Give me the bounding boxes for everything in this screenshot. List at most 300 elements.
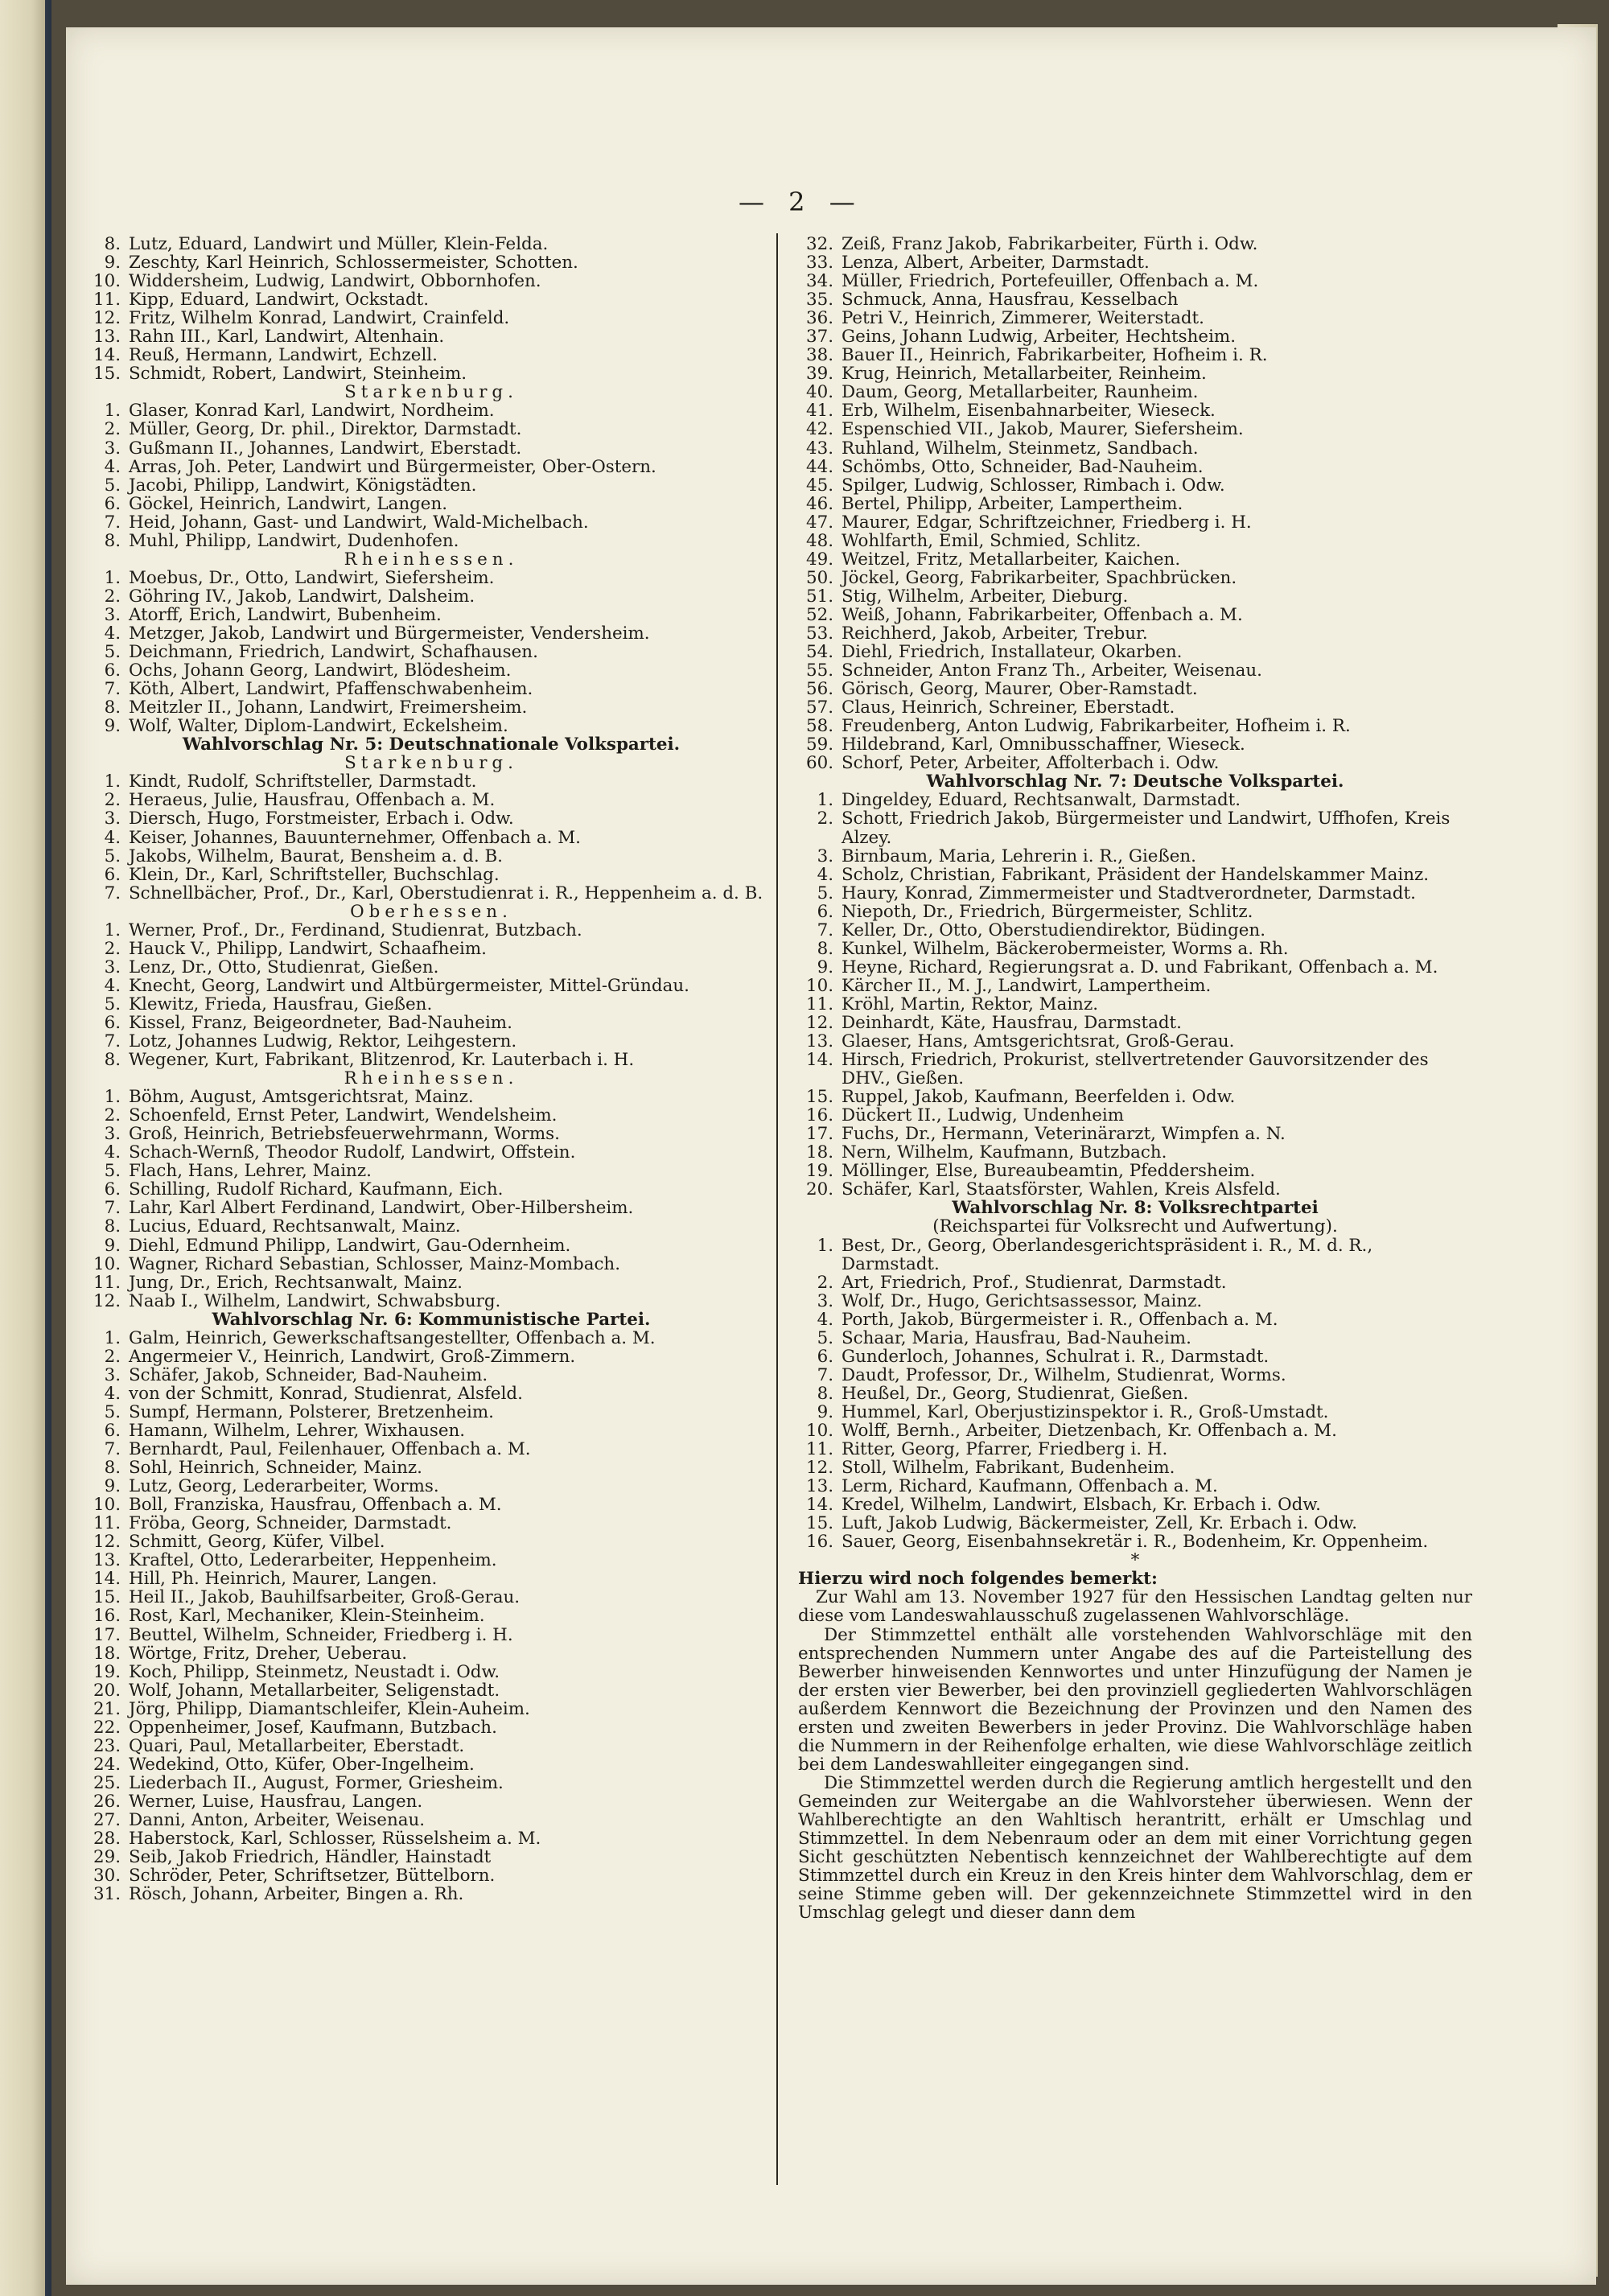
candidate-number: 16. — [805, 1106, 833, 1125]
candidate-text: Fritz, Wilhelm Konrad, Landwirt, Crainfeld. — [129, 309, 510, 328]
candidate-entry — [85, 1273, 777, 1292]
candidate-text: Heyne, Richard, Regierungsrat a. D. und Fabrikant, Offenbach a. M. — [842, 957, 1438, 977]
candidate-text: Stig, Wilhelm, Arbeiter, Dieburg. — [842, 586, 1129, 606]
candidate-number: 1. — [104, 401, 121, 421]
candidate-entry — [798, 606, 1472, 624]
candidate-number: 8. — [104, 1217, 121, 1236]
candidate-number: 36. — [805, 309, 833, 328]
province-heading: Rheinhessen. — [344, 549, 519, 569]
candidate-text: Petri V., Heinrich, Zimmerer, Weiterstadt. — [842, 309, 1204, 328]
candidate-number: 14. — [93, 1570, 121, 1589]
candidate-text: Rösch, Johann, Arbeiter, Bingen a. Rh. — [129, 1885, 464, 1904]
candidate-number: 25. — [93, 1773, 121, 1792]
candidate-entry — [85, 495, 777, 513]
candidate-text: Schmidt, Robert, Landwirt, Steinheim. — [129, 364, 467, 384]
candidate-entry — [798, 1477, 1472, 1496]
candidate-text: Kärcher II., M. J., Landwirt, Lampertheim. — [842, 976, 1212, 995]
candidate-entry — [85, 420, 777, 438]
candidate-entry — [85, 253, 777, 272]
candidate-entry — [85, 1162, 777, 1180]
candidate-number: 51. — [805, 586, 833, 606]
candidate-entry — [798, 1366, 1472, 1385]
candidate-text: Wolf, Dr., Hugo, Gerichtsassessor, Mainz. — [842, 1291, 1203, 1311]
candidate-entry — [85, 532, 777, 550]
candidate-number: 20. — [93, 1681, 121, 1700]
candidate-number: 28. — [93, 1829, 121, 1849]
candidate-number: 19. — [93, 1662, 121, 1681]
candidate-number: 2. — [104, 420, 121, 439]
candidate-entry — [85, 1125, 777, 1143]
candidate-entry — [798, 1514, 1472, 1533]
candidate-entry — [798, 1051, 1472, 1088]
candidate-text: Sohl, Heinrich, Schneider, Mainz. — [129, 1459, 422, 1478]
candidate-text: Glaser, Konrad Karl, Landwirt, Nordheim. — [129, 401, 495, 421]
candidate-text: Hill, Ph. Heinrich, Maurer, Langen. — [129, 1570, 438, 1589]
candidate-entry — [85, 272, 777, 290]
candidate-text: von der Schmitt, Konrad, Studienrat, Alsfeld. — [129, 1384, 523, 1403]
candidate-number: 2. — [104, 586, 121, 606]
candidate-number: 3. — [104, 1125, 121, 1144]
candidate-number: 10. — [805, 1422, 833, 1441]
candidate-text: Möllinger, Else, Bureaubeamtin, Pfeddersheim. — [842, 1162, 1256, 1181]
candidate-text: Schmuck, Anna, Hausfrau, Kesselbach — [842, 290, 1179, 310]
candidate-text: Jung, Dr., Erich, Rechtsanwalt, Mainz. — [129, 1273, 463, 1292]
candidate-entry — [85, 1718, 777, 1737]
candidate-entry — [798, 439, 1472, 458]
candidate-number: 10. — [93, 272, 121, 291]
candidate-number: 6. — [104, 1013, 121, 1033]
candidate-text: Knecht, Georg, Landwirt und Altbürgermeister, Mittel-Gründau. — [129, 976, 689, 995]
candidate-text: Kissel, Franz, Beigeordneter, Bad-Nauheim. — [129, 1013, 512, 1033]
notes-paragraph: Die Stimmzettel werden durch die Regierung amtlich hergestellt und den Gemeinden zur Weitergabe an die Wahlvorsteher überwiesen. Wenn der Wahlberechtigte an den Wahltisch herantritt, erhält er Umschlag und Stimmzettel. In dem Nebenraum oder an dem mit einer Vorrichtung gegen Sicht geschützten Nebentisch kennzeichnet der Wahlberechtigte auf dem Stimmzettel durch ein Kreuz in den Kreis hinter dem Wahlvorschlag, dem er seine Stimme geben will. Der gekennzeichnete Stimmzettel wird in den Umschlag gelegt und dieser dann dem — [798, 1772, 1472, 1924]
candidate-entry — [85, 1422, 777, 1440]
candidate-text: Heid, Johann, Gast- und Landwirt, Wald-Michelbach. — [129, 512, 589, 532]
candidate-text: Arras, Joh. Peter, Landwirt und Bürgermeister, Ober-Ostern. — [129, 457, 656, 476]
candidate-number: 11. — [93, 1514, 121, 1533]
page-number: — 2 — — [739, 187, 863, 217]
candidate-text: Müller, Georg, Dr. phil., Direktor, Darmstadt. — [129, 420, 522, 439]
candidate-number: 7. — [817, 920, 833, 940]
candidate-entry — [85, 1385, 777, 1403]
candidate-entry — [85, 458, 777, 476]
candidate-entry — [85, 698, 777, 717]
candidate-entry — [798, 309, 1472, 327]
candidate-number: 8. — [817, 1384, 833, 1403]
candidate-text: Scholz, Christian, Fabrikant, Präsident der Handelskammer Mainz. — [842, 865, 1430, 884]
candidate-entry — [85, 1533, 777, 1551]
candidate-text: Görisch, Georg, Maurer, Ober-Ramstadt. — [842, 680, 1198, 699]
candidate-entry — [85, 1051, 777, 1069]
candidate-text: Lotz, Johannes Ludwig, Rektor, Leihgestern. — [129, 1032, 517, 1051]
candidate-text: Kröhl, Martin, Rektor, Mainz. — [842, 994, 1099, 1014]
province-heading: Rheinhessen. — [344, 1069, 519, 1088]
candidate-entry — [798, 235, 1472, 253]
candidate-entry — [798, 253, 1472, 272]
candidate-number: 7. — [104, 1032, 121, 1051]
candidate-entry — [85, 1866, 777, 1885]
candidate-number: 48. — [805, 531, 833, 550]
candidate-entry — [85, 1088, 777, 1106]
nomination-subtitle: (Reichspartei für Volksrecht und Aufwertung). — [932, 1217, 1338, 1236]
candidate-entry — [85, 569, 777, 587]
candidate-entry — [85, 1403, 777, 1422]
candidate-text: Lutz, Eduard, Landwirt und Müller, Klein-Felda. — [129, 235, 549, 254]
candidate-number: 13. — [805, 1032, 833, 1051]
candidate-text: Rahn III., Karl, Landwirt, Altenhain. — [129, 327, 445, 347]
candidate-number: 15. — [93, 1588, 121, 1607]
candidate-entry — [85, 940, 777, 958]
candidate-number: 47. — [805, 512, 833, 532]
candidate-number: 4. — [817, 865, 833, 884]
candidate-entry — [85, 884, 777, 903]
candidate-text: Lahr, Karl Albert Ferdinand, Landwirt, Ober-Hilbersheim. — [129, 1199, 634, 1218]
candidate-number: 8. — [104, 698, 121, 718]
candidate-text: Bauer II., Heinrich, Fabrikarbeiter, Hofheim i. R. — [842, 346, 1268, 365]
candidate-text: Ruhland, Wilhelm, Steinmetz, Sandbach. — [842, 438, 1199, 458]
nomination-heading: Wahlvorschlag Nr. 7: Deutsche Volkspartei. — [926, 772, 1344, 792]
candidate-number: 4. — [104, 828, 121, 847]
candidate-number: 2. — [104, 791, 121, 810]
candidate-entry — [798, 1496, 1472, 1514]
candidate-entry — [85, 364, 777, 383]
candidate-text: Lerm, Richard, Kaufmann, Offenbach a. M. — [842, 1477, 1218, 1496]
candidate-number: 2. — [104, 1106, 121, 1125]
candidate-number: 8. — [104, 1051, 121, 1070]
province-heading: Starkenburg. — [344, 383, 518, 402]
candidate-entry — [85, 606, 777, 624]
candidate-text: Boll, Franziska, Hausfrau, Offenbach a. M. — [129, 1496, 502, 1515]
candidate-entry — [798, 791, 1472, 809]
candidate-text: Wegener, Kurt, Fabrikant, Blitzenrod, Kr. Lauterbach i. H. — [129, 1051, 635, 1070]
candidate-entry — [85, 1570, 777, 1588]
candidate-text: Schömbs, Otto, Schneider, Bad-Nauheim. — [842, 457, 1204, 476]
candidate-number: 33. — [805, 253, 833, 273]
candidate-number: 15. — [805, 1514, 833, 1533]
candidate-text: Weitzel, Fritz, Metallarbeiter, Kaichen. — [842, 549, 1181, 569]
candidate-text: Jacobi, Philipp, Landwirt, Königstädten. — [129, 475, 477, 495]
candidate-number: 7. — [104, 680, 121, 699]
candidate-number: 37. — [805, 327, 833, 347]
candidate-text: Jakobs, Wilhelm, Baurat, Bensheim a. d. B. — [129, 846, 503, 866]
candidate-text: Birnbaum, Maria, Lehrerin i. R., Gießen. — [842, 846, 1196, 866]
candidate-text: Dückert II., Ludwig, Undenheim — [842, 1106, 1125, 1125]
candidate-text: Sumpf, Hermann, Polsterer, Bretzenheim. — [129, 1402, 494, 1422]
candidate-text: Heraeus, Julie, Hausfrau, Offenbach a. M. — [129, 791, 496, 810]
candidate-text: Wolff, Bernh., Arbeiter, Dietzenbach, Kr. Offenbach a. M. — [842, 1422, 1337, 1441]
candidate-number: 32. — [805, 235, 833, 254]
candidate-number: 8. — [817, 939, 833, 958]
candidate-number: 14. — [93, 346, 121, 365]
candidate-entry — [798, 977, 1472, 995]
candidate-text: Maurer, Edgar, Schriftzeichner, Friedberg i. H. — [842, 512, 1252, 532]
candidate-number: 10. — [93, 1254, 121, 1273]
candidate-entry — [85, 401, 777, 420]
candidate-entry — [85, 476, 777, 495]
candidate-entry — [798, 921, 1472, 940]
candidate-text: Fröba, Georg, Schneider, Darmstadt. — [129, 1514, 452, 1533]
candidate-entry — [85, 1774, 777, 1792]
candidate-text: Hildebrand, Karl, Omnibusschaffner, Wieseck. — [842, 735, 1245, 755]
candidate-number: 20. — [805, 1180, 833, 1199]
candidate-number: 3. — [817, 846, 833, 866]
candidate-number: 14. — [805, 1051, 833, 1071]
candidate-entry — [798, 1533, 1472, 1551]
candidate-number: 6. — [104, 865, 121, 884]
candidate-number: 17. — [805, 1125, 833, 1144]
candidate-number: 14. — [805, 1496, 833, 1515]
candidate-entry — [85, 235, 777, 253]
candidate-number: 4. — [104, 976, 121, 995]
candidate-number: 38. — [805, 346, 833, 365]
candidate-number: 44. — [805, 457, 833, 476]
candidate-entry — [85, 1217, 777, 1236]
candidate-entry — [798, 346, 1472, 364]
notes-paragraph: Der Stimmzettel enthält alle vorstehenden Wahlvorschläge mit den entsprechenden Nummern unter Angabe des auf die Parteistellung des Bewerber hinweisenden Kennwortes und unter Hinzufügung der Namen je der ersten vier Bewerber, bei den provinziell gegliederten Wahlvorschlägen außerdem Kennwort die Bezeichnung der Provinzen und den Namen des ersten und zweiten Bewerbers in jeder Provinz. Die Wahlvorschläge haben die Nummern in der Reihenfolge erhalten, wie diese Wahlvorschläge zeitlich bei dem Landeswahlleiter eingegangen sind. — [798, 1624, 1472, 1775]
candidate-text: Schröder, Peter, Schriftsetzer, Büttelborn. — [129, 1866, 496, 1886]
candidate-number: 31. — [93, 1885, 121, 1904]
candidate-entry — [798, 866, 1472, 884]
candidate-text: Wolf, Johann, Metallarbeiter, Seligenstadt. — [129, 1681, 500, 1700]
candidate-entry — [85, 309, 777, 327]
candidate-entry — [798, 550, 1472, 569]
candidate-text: Weiß, Johann, Fabrikarbeiter, Offenbach a. M. — [842, 605, 1243, 624]
candidate-text: Schach-Wernß, Theodor Rudolf, Landwirt, Offstein. — [129, 1143, 576, 1162]
candidate-entry — [85, 439, 777, 458]
candidate-entry — [85, 1700, 777, 1718]
candidate-number: 43. — [805, 438, 833, 458]
right-column — [798, 235, 1472, 1922]
candidate-entry — [798, 809, 1472, 846]
candidate-entry — [85, 1459, 777, 1477]
candidate-number: 6. — [817, 902, 833, 921]
candidate-entry — [798, 569, 1472, 587]
candidate-text: Claus, Heinrich, Schreiner, Eberstadt. — [842, 698, 1175, 718]
candidate-text: Sauer, Georg, Eisenbahnsekretär i. R., Bodenheim, Kr. Oppenheim. — [842, 1533, 1429, 1552]
candidate-text: Spilger, Ludwig, Schlosser, Rimbach i. Odw. — [842, 475, 1225, 495]
candidate-text: Fuchs, Dr., Hermann, Veterinärarzt, Wimpfen a. N. — [842, 1125, 1286, 1144]
candidate-entry — [85, 661, 777, 680]
candidate-entry — [85, 1366, 777, 1385]
province-heading: Oberhessen. — [350, 902, 512, 921]
candidate-entry — [85, 1607, 777, 1625]
candidate-entry — [85, 1663, 777, 1681]
candidate-entry — [798, 1403, 1472, 1422]
candidate-entry — [798, 364, 1472, 383]
candidate-text: Beuttel, Wilhelm, Schneider, Friedberg i. H. — [129, 1625, 513, 1644]
candidate-entry — [85, 290, 777, 309]
separator-asterisk: * — [1130, 1551, 1140, 1570]
candidate-number: 57. — [805, 698, 833, 718]
candidate-number: 10. — [93, 1496, 121, 1515]
candidate-number: 4. — [104, 457, 121, 476]
candidate-entry — [85, 1626, 777, 1644]
candidate-number: 11. — [93, 1273, 121, 1292]
candidate-number: 12. — [93, 1533, 121, 1552]
candidate-entry — [85, 1551, 777, 1570]
candidate-text: Rost, Karl, Mechaniker, Klein-Steinheim. — [129, 1607, 485, 1626]
candidate-text: Krug, Heinrich, Metallarbeiter, Reinheim. — [842, 364, 1207, 384]
candidate-text: Wagner, Richard Sebastian, Schlosser, Mainz-Mombach. — [129, 1254, 621, 1273]
candidate-text: Ochs, Johann Georg, Landwirt, Blödesheim. — [129, 661, 512, 681]
candidate-number: 40. — [805, 383, 833, 402]
candidate-entry — [798, 1385, 1472, 1403]
candidate-number: 5. — [104, 994, 121, 1014]
candidate-entry — [85, 1329, 777, 1348]
candidate-entry — [85, 717, 777, 735]
candidate-text: Kraftel, Otto, Lederarbeiter, Heppenheim. — [129, 1551, 497, 1570]
candidate-text: Art, Friedrich, Prof., Studienrat, Darmstadt. — [842, 1273, 1227, 1292]
candidate-text: Hauck V., Philipp, Landwirt, Schaafheim. — [129, 939, 487, 958]
candidate-text: Keller, Dr., Otto, Oberstudiendirektor, Büdingen. — [842, 920, 1266, 940]
candidate-text: Best, Dr., Georg, Oberlandesgerichtspräsident i. R., M. d. R., Darmstadt. — [842, 1236, 1373, 1273]
candidate-text: Kipp, Eduard, Landwirt, Ockstadt. — [129, 290, 430, 310]
candidate-number: 8. — [104, 1459, 121, 1478]
candidate-number: 16. — [805, 1533, 833, 1552]
candidate-entry — [85, 1885, 777, 1903]
candidate-text: Ritter, Georg, Pfarrer, Friedberg i. H. — [842, 1440, 1168, 1459]
candidate-text: Wohlfarth, Emil, Schmied, Schlitz. — [842, 531, 1142, 550]
candidate-number: 2. — [817, 809, 833, 829]
candidate-text: Lucius, Eduard, Rechtsanwalt, Mainz. — [129, 1217, 461, 1236]
candidate-number: 9. — [104, 1477, 121, 1496]
candidate-entry — [798, 458, 1472, 476]
candidate-entry — [85, 921, 777, 940]
candidate-entry — [85, 327, 777, 346]
candidate-number: 30. — [93, 1866, 121, 1886]
candidate-entry — [798, 754, 1472, 772]
candidate-number: 3. — [104, 809, 121, 829]
candidate-entry — [85, 1143, 777, 1162]
candidate-number: 7. — [104, 1440, 121, 1459]
candidate-entry — [85, 1681, 777, 1700]
candidate-number: 12. — [805, 1013, 833, 1033]
candidate-number: 8. — [104, 235, 121, 254]
candidate-text: Metzger, Jakob, Landwirt und Bürgermeister, Vendersheim. — [129, 623, 650, 644]
candidate-entry — [798, 1348, 1472, 1366]
candidate-entry — [798, 995, 1472, 1014]
candidate-number: 2. — [104, 939, 121, 958]
candidate-entry — [798, 847, 1472, 866]
candidate-entry — [85, 829, 777, 847]
candidate-text: Müller, Friedrich, Portefeuiller, Offenbach a. M. — [842, 272, 1259, 291]
candidate-entry — [798, 327, 1472, 346]
candidate-number: 1. — [104, 1328, 121, 1348]
candidate-number: 9. — [817, 957, 833, 977]
candidate-number: 15. — [805, 1088, 833, 1107]
candidate-number: 18. — [805, 1143, 833, 1162]
candidate-number: 46. — [805, 494, 833, 513]
candidate-text: Koch, Philipp, Steinmetz, Neustadt i. Odw. — [129, 1662, 500, 1681]
candidate-text: Haury, Konrad, Zimmermeister und Stadtverordneter, Darmstadt. — [842, 883, 1416, 903]
candidate-number: 1. — [104, 920, 121, 940]
candidate-number: 4. — [817, 1310, 833, 1329]
candidate-entry — [798, 661, 1472, 680]
candidate-text: Muhl, Philipp, Landwirt, Dudenhofen. — [129, 531, 459, 550]
candidate-entry — [85, 772, 777, 791]
candidate-number: 7. — [104, 1199, 121, 1218]
candidate-number: 19. — [805, 1162, 833, 1181]
candidate-entry — [85, 1848, 777, 1866]
candidate-entry — [798, 1088, 1472, 1106]
candidate-text: Schäfer, Jakob, Schneider, Bad-Nauheim. — [129, 1365, 488, 1385]
candidate-text: Klein, Dr., Karl, Schriftsteller, Buchschlag. — [129, 865, 500, 884]
candidate-text: Moebus, Dr., Otto, Landwirt, Siefersheim. — [129, 568, 495, 587]
candidate-text: Angermeier V., Heinrich, Landwirt, Groß-Zimmern. — [129, 1347, 576, 1366]
candidate-text: Diehl, Friedrich, Installateur, Okarben. — [842, 643, 1183, 662]
candidate-entry — [85, 1255, 777, 1273]
candidate-number: 4. — [104, 1384, 121, 1403]
candidate-text: Zeiß, Franz Jakob, Fabrikarbeiter, Fürth i. Odw. — [842, 235, 1258, 254]
candidate-entry — [85, 1348, 777, 1366]
candidate-text: Heil II., Jakob, Bauhilfsarbeiter, Groß-Gerau. — [129, 1588, 521, 1607]
candidate-entry — [798, 1329, 1472, 1348]
candidate-entry — [798, 513, 1472, 532]
candidate-number: 7. — [817, 1365, 833, 1385]
facing-page-edge — [0, 0, 45, 2296]
candidate-text: Oppenheimer, Josef, Kaufmann, Butzbach. — [129, 1718, 497, 1737]
candidate-number: 16. — [93, 1607, 121, 1626]
candidate-number: 1. — [104, 568, 121, 587]
candidate-text: Atorff, Erich, Landwirt, Bubenheim. — [129, 605, 442, 624]
candidate-entry — [798, 383, 1472, 401]
nomination-heading: Wahlvorschlag Nr. 5: Deutschnationale Volkspartei. — [182, 735, 681, 755]
candidate-entry — [798, 940, 1472, 958]
candidate-entry — [85, 958, 777, 977]
candidate-text: Werner, Prof., Dr., Ferdinand, Studienrat, Butzbach. — [129, 920, 582, 940]
candidate-number: 12. — [805, 1459, 833, 1478]
candidate-number: 45. — [805, 475, 833, 495]
candidate-number: 13. — [93, 1551, 121, 1570]
candidate-text: Meitzler II., Johann, Landwirt, Freimersheim. — [129, 698, 528, 718]
candidate-number: 56. — [805, 680, 833, 699]
candidate-entry — [85, 587, 777, 606]
candidate-number: 9. — [104, 717, 121, 736]
candidate-text: Daum, Georg, Metallarbeiter, Raunheim. — [842, 383, 1199, 402]
candidate-number: 5. — [104, 846, 121, 866]
candidate-number: 9. — [817, 1402, 833, 1422]
candidate-text: Schnellbächer, Prof., Dr., Karl, Oberstudienrat i. R., Heppenheim a. d. B. — [129, 883, 763, 903]
candidate-entry — [85, 1106, 777, 1125]
candidate-entry — [85, 1014, 777, 1032]
candidate-number: 12. — [93, 1291, 121, 1311]
nomination-heading: Wahlvorschlag Nr. 6: Kommunistische Partei. — [212, 1310, 651, 1329]
candidate-text: Nern, Wilhelm, Kaufmann, Butzbach. — [842, 1143, 1167, 1162]
candidate-entry — [85, 847, 777, 866]
candidate-text: Dingeldey, Eduard, Rechtsanwalt, Darmstadt. — [842, 791, 1241, 810]
candidate-entry — [85, 1514, 777, 1533]
candidate-entry — [798, 717, 1472, 735]
candidate-text: Wedekind, Otto, Küfer, Ober-Ingelheim. — [129, 1755, 475, 1774]
candidate-entry — [85, 1829, 777, 1848]
candidate-entry — [798, 1459, 1472, 1477]
candidate-entry — [85, 1792, 777, 1811]
candidate-number: 24. — [93, 1755, 121, 1774]
candidate-text: Haberstock, Karl, Schlosser, Rüsselsheim a. M. — [129, 1829, 541, 1849]
candidate-text: Galm, Heinrich, Gewerkschaftsangestellter, Offenbach a. M. — [129, 1328, 656, 1348]
candidate-number: 11. — [805, 1440, 833, 1459]
candidate-entry — [798, 680, 1472, 698]
candidate-text: Luft, Jakob Ludwig, Bäckermeister, Zell, Kr. Erbach i. Odw. — [842, 1514, 1357, 1533]
candidate-text: Diersch, Hugo, Forstmeister, Erbach i. Odw. — [129, 809, 514, 829]
candidate-entry — [798, 401, 1472, 420]
candidate-entry — [798, 958, 1472, 977]
candidate-entry — [798, 1143, 1472, 1162]
candidate-text: Göhring IV., Jakob, Landwirt, Dalsheim. — [129, 586, 475, 606]
candidate-entry — [798, 1014, 1472, 1032]
candidate-number: 6. — [817, 1347, 833, 1366]
candidate-text: Stoll, Wilhelm, Fabrikant, Budenheim. — [842, 1459, 1175, 1478]
candidate-number: 3. — [104, 957, 121, 977]
